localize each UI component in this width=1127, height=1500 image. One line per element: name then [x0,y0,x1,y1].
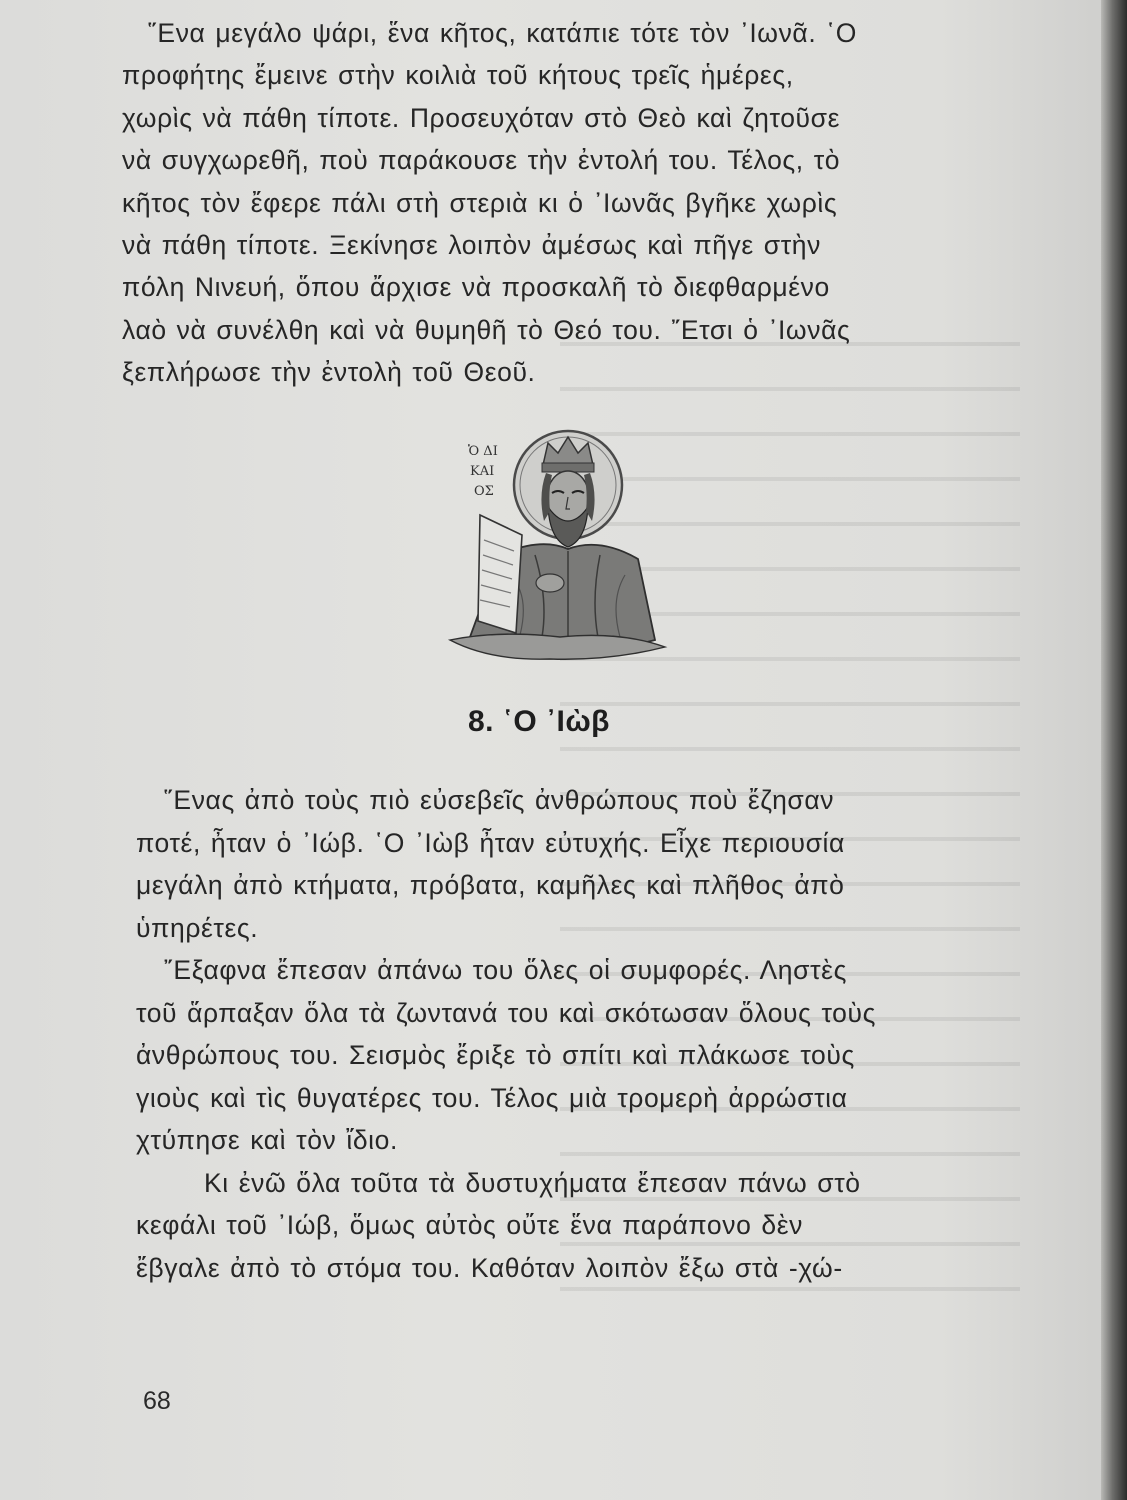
text-line: ῞Ενα μεγάλο ψάρι, ἕνα κῆτος, κατάπιε τότε τὸν ᾽Ιωνᾶ. ῾Ο [148,18,857,48]
chapter-heading: 8. ῾Ο ᾽Ιὼβ [468,705,610,738]
text-line: γιοὺς καὶ τὶς θυγατέρες του. Τέλος μιὰ τρομερὴ ἀρρώστια [136,1083,848,1113]
text-line: ξεπλήρωσε τὴν ἐντολὴ τοῦ Θεοῦ. [122,357,536,387]
text-line: χωρὶς νὰ πάθη τίποτε. Προσευχόταν στὸ Θεὸ καὶ ζητοῦσε [122,103,840,133]
text-line: κῆτος τὸν ἔφερε πάλι στὴ στεριὰ κι ὁ ᾽Ιωνᾶς βγῆκε χωρὶς [122,188,838,218]
text-line: ἀνθρώπους του. Σεισμὸς ἔριξε τὸ σπίτι καὶ πλάκωσε τοὺς [136,1040,855,1070]
icon-inscription-line: ΚΑΙ [470,464,495,479]
text-line: τοῦ ἅρπαξαν ὅλα τὰ ζωντανά του καὶ σκότωσαν ὅλους τοὺς [136,998,876,1028]
text-line: ἔβγαλε ἀπὸ τὸ στόμα του. Καθόταν λοιπὸν ἔξω στὰ -χώ- [136,1253,843,1283]
text-line: λαὸ νὰ συνέλθη καὶ νὰ θυμηθῆ τὸ Θεό του. ῎Ετσι ὁ ᾽Ιωνᾶς [122,315,851,345]
page-number: 68 [143,1387,171,1415]
text-line: Κι ἐνῶ ὅλα τοῦτα τὰ δυστυχήματα ἔπεσαν πάνω στὸ [204,1168,861,1198]
text-line: ποτέ, ἦταν ὁ ᾽Ιώβ. ῾Ο ᾽Ιὼβ ἦταν εὐτυχής. Εἶχε περιουσία [136,828,845,858]
text-line: ῎Εξαφνα ἔπεσαν ἀπάνω του ὅλες οἱ συμφορές. Ληστὲς [164,955,847,985]
text-line: κεφάλι τοῦ ᾽Ιώβ, ὅμως αὐτὸς οὔτε ἕνα παράπονο δὲν [136,1210,804,1240]
text-line: νὰ συγχωρεθῆ, ποὺ παράκουσε τὴν ἐντολή του. Τέλος, τὸ [122,145,841,175]
text-line: ῞Ενας ἀπὸ τοὺς πιὸ εὐσεβεῖς ἀνθρώπους ποὺ ἔζησαν [164,785,835,815]
text-line: μεγάλη ἀπὸ κτήματα, πρόβατα, καμῆλες καὶ πλῆθος ἀπὸ [136,870,845,900]
prophet-icon-illustration [440,425,670,670]
text-line: πόλη Νινευή, ὅπου ἄρχισε νὰ προσκαλῆ τὸ διεφθαρμένο [122,272,830,302]
text-line: ὑπηρέτες. [136,913,259,943]
icon-inscription-line: ΟΣ [474,484,494,499]
text-line: νὰ πάθη τίποτε. Ξεκίνησε λοιπὸν ἀμέσως καὶ πῆγε στὴν [122,230,821,260]
icon-inscription-line: Ὁ ΔΙ [468,444,498,459]
book-binding-edge [1101,0,1127,1500]
text-line: προφήτης ἔμεινε στὴν κοιλιὰ τοῦ κήτους τρεῖς ἡμέρες, [122,60,794,90]
text-line: χτύπησε καὶ τὸν ἴδιο. [136,1125,398,1155]
